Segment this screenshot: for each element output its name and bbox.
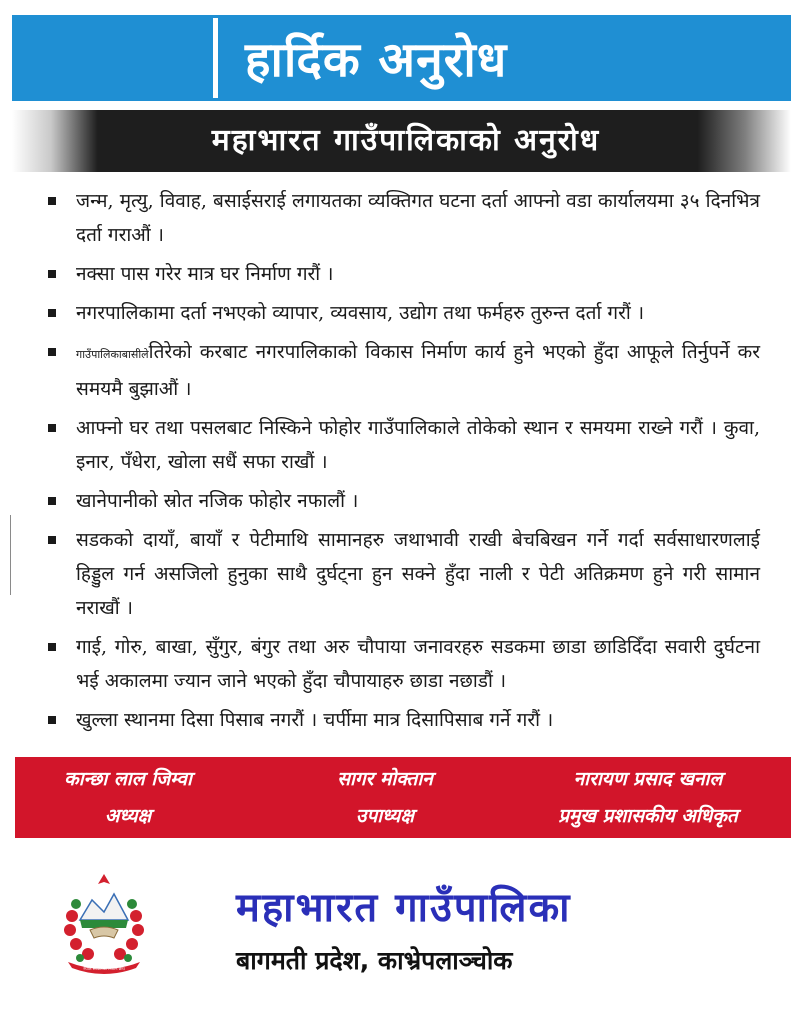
footer-address: बागमती प्रदेश, काभ्रेपलाञ्चोक: [236, 946, 513, 975]
official-role: प्रमुख प्रशासकीय अधिकृत: [558, 805, 738, 827]
emblem-handshake: [90, 927, 118, 938]
list-item-text: खानेपानीको स्रोत नजिक फोहोर नफालौं ।: [76, 490, 359, 512]
list-item: [46, 703, 760, 737]
official-name: कान्छा लाल जिम्वा: [64, 768, 192, 790]
banner-edge: [791, 12, 812, 104]
bullet-icon: [48, 716, 56, 724]
list-item: [46, 411, 760, 479]
official-role: उपाध्यक्ष: [356, 805, 414, 827]
list-item-text: आफ्नो घर तथा पसलबाट निस्किने फोहोर गाउँपालिकाले तोकेको स्थान र समयमा राख्ने गरौं । कुवा, इनार, पँधेरा, खोला सधैं सफा राखौं ।: [76, 417, 760, 473]
subtitle: महाभारत गाउँपालिकाको अनुरोध: [211, 123, 601, 158]
bullet-icon: [48, 536, 56, 544]
list-item-text: जन्म, मृत्यु, विवाह, बसाईसराई लगायतका व्यक्तिगत घटना दर्ता आफ्नो वडा कार्यालयमा ३५ दिनभित्र दर्ता गराऔं ।: [76, 190, 760, 246]
bullet-icon: [48, 270, 56, 278]
list-item-text: सडकको दायाँ, बायाँ र पेटीमाथि सामानहरु जथाभावी राखी बेचबिखन गर्ने गर्दा सर्वसाधारणलाई हिड्डुल गर्न असजिलो हुनुका साथै दुर्घट्ना हुन सक्ने हुँदा नाली र पेटी अतिक्रमण हुने गरी सामान नराखौं ।: [76, 529, 760, 619]
official-chief-administrative-officer: [513, 757, 783, 835]
bullet-icon: [48, 348, 56, 356]
footer-municipality-name: महाभारत गाउँपालिका: [236, 884, 572, 931]
official-role: अध्यक्ष: [104, 805, 152, 827]
request-list: [46, 184, 760, 742]
emblem-mountain: [80, 894, 128, 920]
list-item: [46, 184, 760, 252]
list-item: [46, 630, 760, 698]
edge-mark: [10, 515, 11, 595]
list-item: [46, 523, 760, 625]
bullet-icon: [48, 424, 56, 432]
list-item-text: नगरपालिकामा दर्ता नभएको व्यापार, व्यवसाय, उद्योग तथा फर्महरु तुरुन्त दर्ता गरौं ।: [76, 302, 645, 324]
emblem-ribbon-text: नेपाल सरकारको निशान छाप: [83, 966, 125, 971]
list-item-text: खुल्ला स्थानमा दिसा पिसाब नगरौं । चर्पीमा मात्र दिसापिसाब गर्ने गरौं ।: [76, 709, 554, 731]
bullet-icon: [48, 309, 56, 317]
list-item: [46, 296, 760, 330]
official-vice-chairperson: [270, 757, 500, 835]
officials-bar: [15, 757, 791, 838]
list-item: [46, 484, 760, 518]
official-chairperson: [23, 757, 233, 835]
list-item: [46, 335, 760, 406]
list-item-prefix: गाउँपालिकाबासीले: [76, 348, 149, 361]
official-name: नारायण प्रसाद खनाल: [573, 768, 723, 790]
list-item-text: गाई, गोरु, बाखा, सुँगुर, बंगुर तथा अरु चौपाया जनावरहरु सडकमा छाडा छाडिदिँदा सवारी दुर्घटना भई अकालमा ज्यान जाने भएको हुँदा चौपायाहरु छाडा नछाडौं ।: [76, 636, 760, 692]
list-item-text: तिरेको करबाट नगरपालिकाको विकास निर्माण कार्य हुने भएको हुँदा आफूले तिर्नुपर्ने कर समयमै बुझाऔं ।: [76, 341, 760, 400]
official-name: सागर मोक्तान: [337, 768, 433, 790]
nepal-government-emblem-icon: [50, 866, 158, 974]
list-item-text: नक्सा पास गरेर मात्र घर निर्माण गरौं ।: [76, 263, 334, 285]
bullet-icon: [48, 197, 56, 205]
list-item: [46, 257, 760, 291]
top-margin: [0, 0, 812, 14]
emblem-flag: [98, 874, 110, 884]
bullet-icon: [48, 497, 56, 505]
banner-title: हार्दिक अनुरोध: [245, 32, 508, 88]
banner-divider: [213, 18, 218, 98]
bullet-icon: [48, 643, 56, 651]
